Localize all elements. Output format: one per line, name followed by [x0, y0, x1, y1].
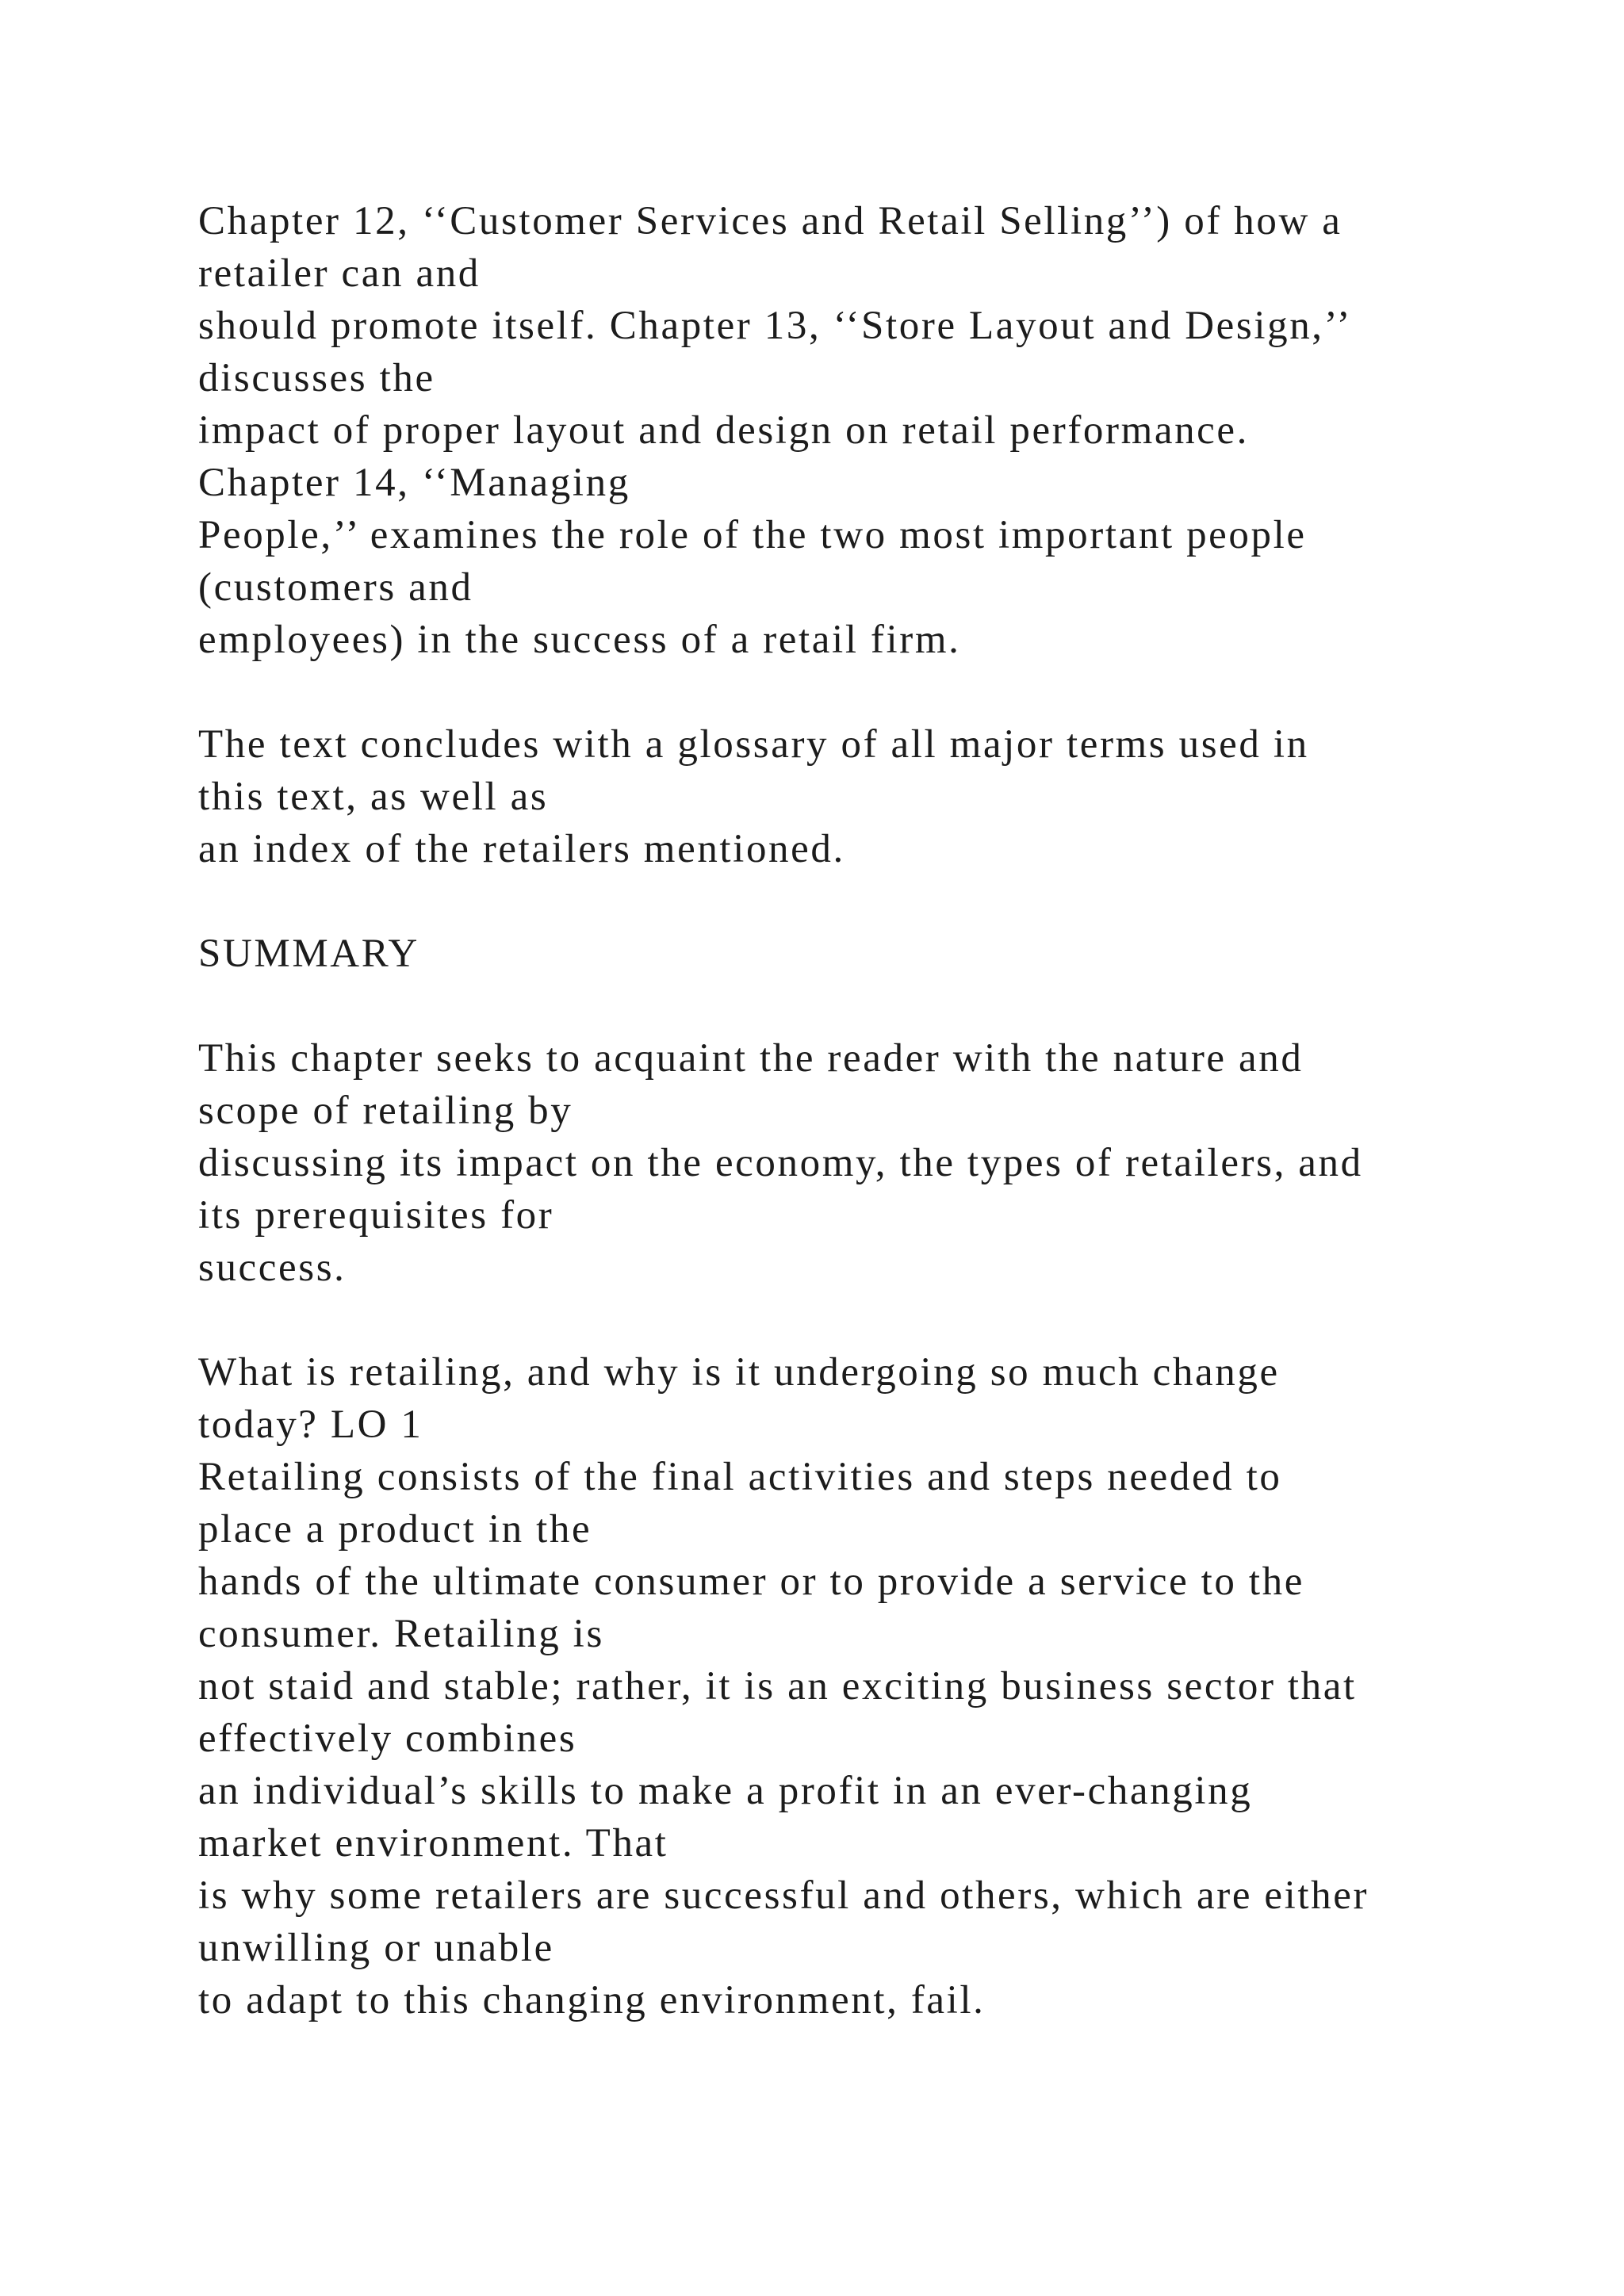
text-line: impact of proper layout and design on retail performance. [198, 408, 1250, 453]
section-heading: SUMMARY [198, 932, 419, 976]
text-line: scope of retailing by [198, 1089, 573, 1133]
text-line: The text concludes with a glossary of all major terms used in [198, 722, 1309, 767]
text-line: unwilling or unable [198, 1926, 554, 1970]
text-line: What is retailing, and why is it undergoing so much change [198, 1350, 1280, 1395]
text-line: this text, as well as [198, 775, 549, 819]
document-page [198, 195, 1546, 2026]
text-line: an index of the retailers mentioned. [198, 827, 845, 871]
text-line: an individual’s skills to make a profit in an ever-changing [198, 1769, 1253, 1813]
text-line: (customers and [198, 565, 473, 610]
glossary-paragraph [198, 718, 1546, 875]
text-line: discussing its impact on the economy, the types of retailers, and [198, 1141, 1363, 1185]
paragraph-gap [198, 875, 1546, 928]
text-line: hands of the ultimate consumer or to provide a service to the [198, 1559, 1304, 1604]
text-line: not staid and stable; rather, it is an exciting business sector that [198, 1664, 1357, 1709]
text-line: consumer. Retailing is [198, 1612, 604, 1656]
paragraph-gap [198, 666, 1546, 718]
text-line: Retailing consists of the final activities and steps needed to [198, 1455, 1282, 1499]
text-line: discusses the [198, 356, 435, 400]
text-line: its prerequisites for [198, 1193, 554, 1238]
text-line: Chapter 14, ‘‘Managing [198, 461, 630, 505]
paragraph-gap [198, 980, 1546, 1032]
text-line: market environment. That [198, 1821, 668, 1866]
text-line: success. [198, 1246, 347, 1290]
text-line: effectively combines [198, 1716, 577, 1761]
retailing-definition-paragraph [198, 1346, 1546, 2026]
text-line: This chapter seeks to acquaint the reader with the nature and [198, 1036, 1304, 1081]
summary-heading [198, 928, 1546, 980]
text-line: People,’’ examines the role of the two most important people [198, 513, 1307, 557]
text-line: Chapter 12, ‘‘Customer Services and Retail Selling’’) of how a [198, 199, 1342, 243]
text-line: should promote itself. Chapter 13, ‘‘Store Layout and Design,’’ [198, 304, 1353, 348]
text-line: employees) in the success of a retail firm. [198, 618, 961, 662]
text-line: today? LO 1 [198, 1402, 423, 1447]
text-line: is why some retailers are successful and others, which are either [198, 1873, 1369, 1918]
text-line: place a product in the [198, 1507, 592, 1552]
summary-intro-paragraph [198, 1032, 1546, 1294]
chapters-overview-paragraph [198, 195, 1546, 666]
paragraph-gap [198, 1294, 1546, 1346]
text-line: to adapt to this changing environment, fail. [198, 1978, 986, 2022]
text-line: retailer can and [198, 251, 481, 296]
